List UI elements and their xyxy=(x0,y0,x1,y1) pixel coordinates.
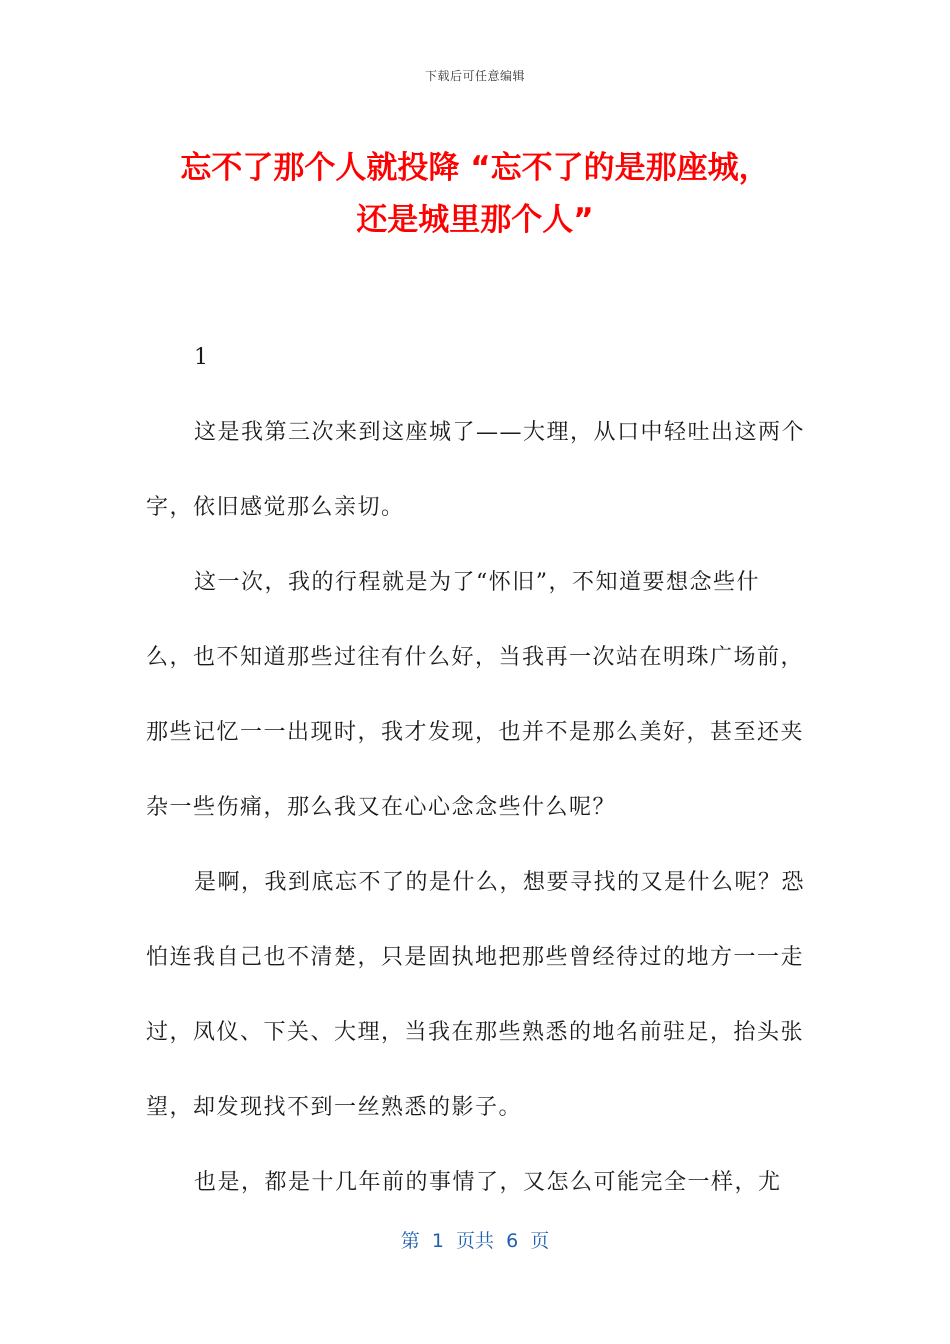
section-number: 1 xyxy=(194,345,210,370)
page-number-footer: 第 1 页共 6 页 xyxy=(400,1230,550,1252)
paragraph: 这一次，我的行程就是为了“怀旧”，不知道要想念些什么，也不知道那些过往有什么好，当我再一次站在明珠广场前，那些记忆一一出现时，我才发现，也并不是那么美好，甚至还夹杂一些伤痛，那么我又在心心念念些什么呢？ xyxy=(146,570,805,820)
title-line-1: 忘不了那个人就投降 “忘不了的是那座城， xyxy=(180,150,770,186)
paragraph: 也是，都是十几年前的事情了，又怎么可能完全一样，尤 xyxy=(194,1170,782,1195)
document-title xyxy=(120,142,830,246)
document-body xyxy=(146,320,806,1220)
paragraph: 是啊，我到底忘不了的是什么，想要寻找的又是什么呢？恐怕连我自己也不清楚，只是固执地把那些曾经待过的地方一一走过，凤仪、下关、大理，当我在那些熟悉的地名前驻足，抬头张望，却发现找不到一丝熟悉的影子。 xyxy=(146,870,806,1120)
title-line-2: 还是城里那个人” xyxy=(356,202,594,238)
paragraph: 这是我第三次来到这座城了——大理，从口中轻吐出这两个字，依旧感觉那么亲切。 xyxy=(146,420,806,520)
header-note: 下载后可任意编辑 xyxy=(424,69,525,83)
